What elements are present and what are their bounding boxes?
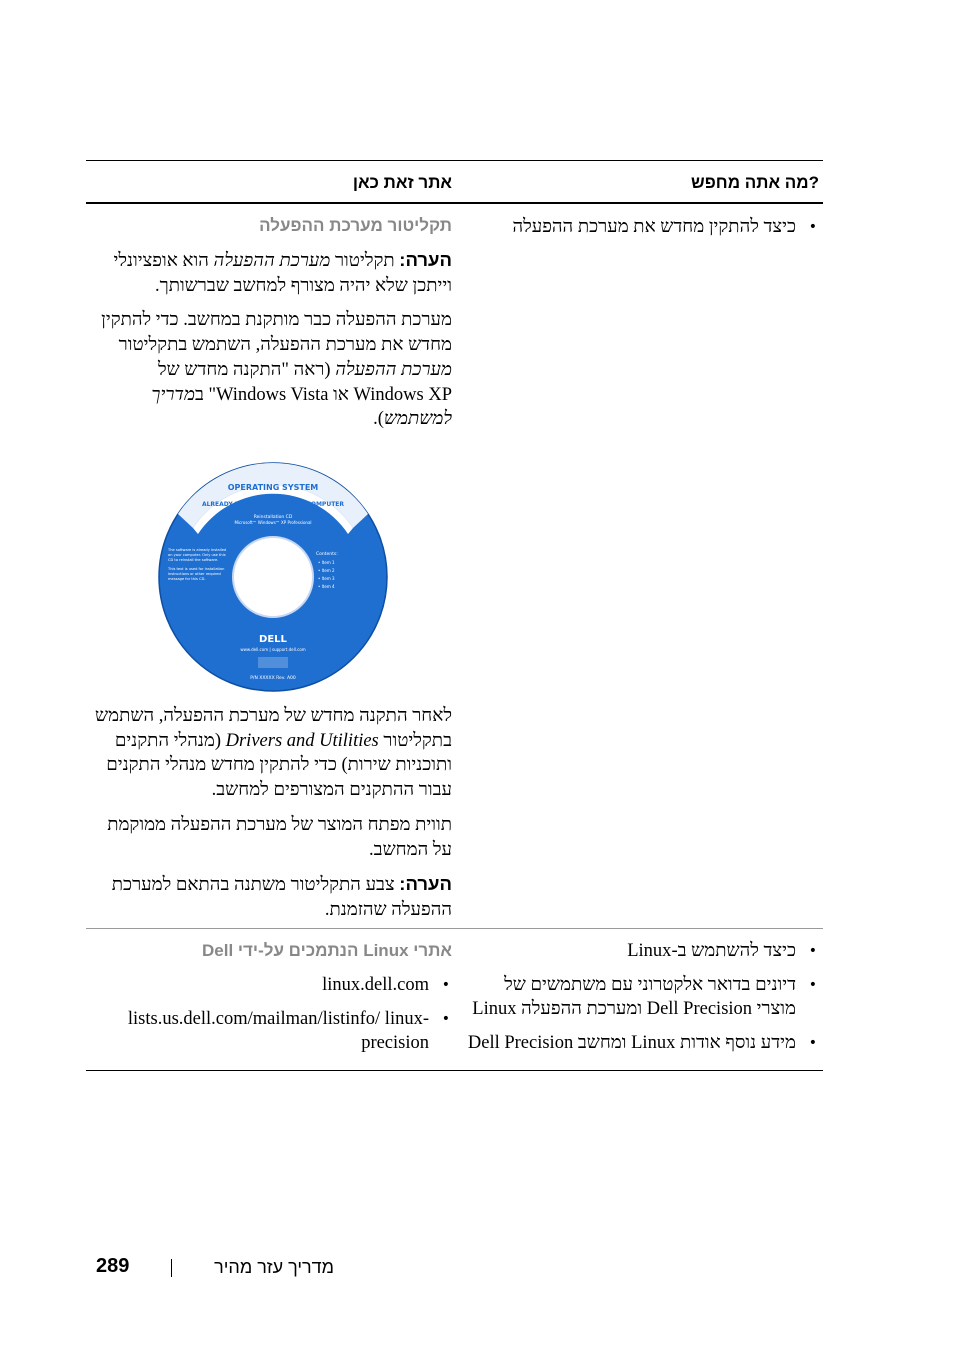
note-label: הערה: (399, 249, 452, 270)
table-bottom-rule (86, 1070, 823, 1071)
cd-left-text: The software is already installed on your computer. Only use this CD to reinstall the software. (168, 548, 227, 562)
link-linux-dell[interactable]: • linux.dell.com (90, 973, 452, 998)
list-item: • מידע נוסף אודות Linux ומחשב Dell Precision (464, 1031, 819, 1056)
header-bottom-rule (86, 202, 823, 204)
column-header-what: ?מה אתה מחפש (691, 173, 819, 192)
row2-resource (90, 939, 452, 1065)
subheading-os-cd: תקליטור מערכת ההפעלה (259, 216, 452, 235)
cd-item: • Item 2 (318, 568, 335, 573)
list-item: • כיצד להתקין מחדש את מערכת ההפעלה (464, 215, 819, 240)
product-key-paragraph: תווית מפתח המוצר של מערכת ההפעלה ממוקמת על המחשב. (107, 814, 452, 860)
cd-contents-head: Contents: (316, 552, 338, 557)
row1-resource (90, 214, 452, 432)
page-number: 289 (96, 1255, 130, 1277)
cd-item: • Item 1 (318, 560, 335, 565)
cd-item: • Item 3 (318, 576, 335, 581)
cd-item: • Item 4 (318, 584, 335, 589)
dell-logo: DELL (259, 634, 287, 645)
subheading-linux-sites: אתרי Linux הנתמכים על-ידי Dell (202, 941, 452, 960)
list-item: • דיונים בדואר אלקטרוני עם משתמשים של מוצרי Dell Precision ומערכת ההפעלה Linux (464, 973, 819, 1022)
row-divider (86, 928, 823, 929)
cd-title: OPERATING SYSTEM (227, 483, 319, 492)
table-top-rule (86, 160, 823, 161)
link-linux-precision-list[interactable]: • lists.us.dell.com/mailman/listinfo/ linux-precision (90, 1007, 452, 1056)
cd-left-text2: This text is used for installation instructions or other required message for this CD. (168, 567, 225, 581)
footer-separator (171, 1259, 172, 1277)
row1-resource-lower (90, 704, 452, 923)
column-header-where: אתר זאת כאן (352, 173, 452, 192)
drivers-paragraph: לאחר התקנה מחדש של מערכת ההפעלה, השתמש בתקליטור Drivers and Utilities (מנהלי התקנים ותוכניות שירות) כדי להתקין מחדש מנהלי התקנים עבור ההתקנים המצורפים למחשב. (95, 706, 452, 801)
cd-part-number: P/N XXXXX Rev. A00 (250, 676, 296, 681)
cd-line1: Reinstallation CD (253, 515, 293, 520)
note-optional-cd: הערה: תקליטור מערכת ההפעלה הוא אופציונלי וייתכן שלא יהיה מצורף למחשב שברשותך. (113, 249, 452, 296)
list-item: • כיצד להשתמש ב-Linux (464, 939, 819, 964)
cd-web: www.dell.com | support.dell.com (240, 647, 306, 652)
row2-topics (464, 939, 819, 1065)
reinstall-paragraph: מערכת ההפעלה כבר מותקנת במחשב. כדי להתקין מחדש את מערכת ההפעלה, השתמש בתקליטור מערכת ההפעלה (ראה "התקנה מחדש של Windows XP או Windows Vista" במדריך למשתמש). (101, 310, 452, 430)
note-label: הערה: (399, 873, 452, 895)
footer-guide-title: מדריך עזר מהיר (214, 1257, 334, 1277)
os-cd-image (158, 462, 388, 692)
cd-banner: ALREADY INSTALLED ON YOUR COMPUTER (201, 501, 345, 508)
row1-topics (464, 215, 819, 249)
cd-line2: Microsoft™ Windows™ XP Professional (234, 520, 312, 525)
note-cd-color: הערה: צבע התקליטור משתנה בהתאם למערכת ההפעלה שהזמנת. (111, 873, 452, 920)
